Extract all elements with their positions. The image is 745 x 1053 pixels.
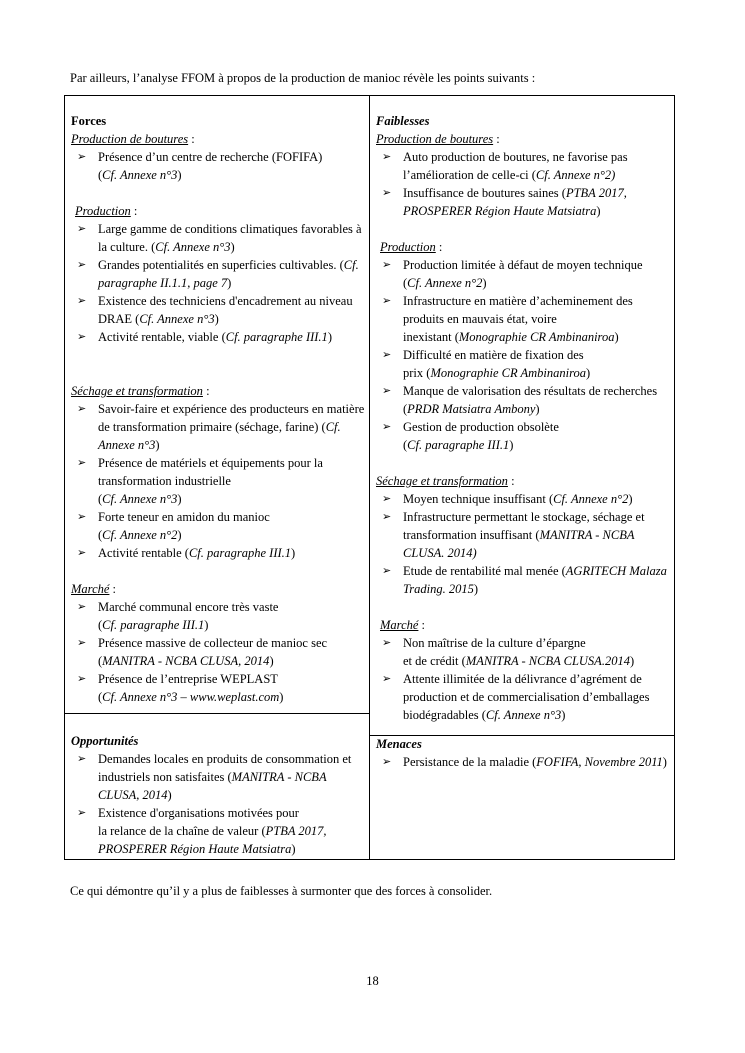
list-item: ➢ Infrastructure en matière d’acheminement des produits en mauvais état, voire inexistant (Monographie CR Ambinaniroa) xyxy=(376,292,674,346)
forces-sec-0: Production de boutures : xyxy=(71,132,195,146)
list-item: ➢ Large gamme de conditions climatiques favorables à la culture. (Cf. Annexe n°3) xyxy=(71,220,367,256)
opportunites-cell xyxy=(71,732,367,858)
menaces-title: Menaces xyxy=(376,737,422,751)
conclusion-paragraph: Ce qui démontre qu’il y a plus de faiblesses à surmonter que des forces à consolider. xyxy=(70,884,493,898)
list-item: ➢ Persistance de la maladie (FOFIFA, Novembre 2011) xyxy=(376,753,674,771)
list-item: ➢ Demandes locales en produits de consommation et industriels non satisfaites (MANITRA - NCBA CLUSA, 2014) xyxy=(71,750,367,804)
list-item: ➢ Existence des techniciens d'encadrement au niveau DRAE (Cf. Annexe n°3) xyxy=(71,292,367,328)
faiblesses-sec-3: Marché : xyxy=(380,618,426,632)
forces-sec-1: Production : xyxy=(75,204,138,218)
forces-title: Forces xyxy=(71,114,107,128)
list-item: ➢ Savoir-faire et expérience des producteurs en matière de transformation primaire (séchage, farine) (Cf. Annexe n°3) xyxy=(71,400,367,454)
list-item: ➢ Infrastructure permettant le stockage, séchage et transformation insuffisant (MANITRA - NCBA CLUSA. 2014) xyxy=(376,508,674,562)
list-item: ➢ Activité rentable (Cf. paragraphe III.1) xyxy=(71,544,367,562)
forces-sec-3: Marché : xyxy=(71,582,117,596)
list-item: ➢ Insuffisance de boutures saines (PTBA 2017, PROSPERER Région Haute Matsiatra) xyxy=(376,184,674,220)
row-divider-left xyxy=(65,713,369,714)
list-item: ➢ Production limitée à défaut de moyen technique (Cf. Annexe n°2) xyxy=(376,256,674,292)
list-item: ➢ Forte teneur en amidon du manioc (Cf. Annexe n°2) xyxy=(71,508,367,544)
intro-paragraph: Par ailleurs, l’analyse FFOM à propos de la production de manioc révèle les points suivants : xyxy=(70,71,536,85)
column-divider xyxy=(369,96,370,859)
faiblesses-sec-2: Séchage et transformation : xyxy=(376,474,515,488)
forces-cell xyxy=(71,112,367,706)
list-item: ➢ Marché communal encore très vaste (Cf. paragraphe III.1) xyxy=(71,598,367,634)
list-item: ➢ Présence d’un centre de recherche (FOFIFA) (Cf. Annexe n°3) xyxy=(71,148,367,184)
list-item: ➢ Gestion de production obsolète (Cf. paragraphe III.1) xyxy=(376,418,674,454)
list-item: ➢ Manque de valorisation des résultats de recherches (PRDR Matsiatra Ambony) xyxy=(376,382,674,418)
faiblesses-title: Faiblesses xyxy=(376,114,430,128)
list-item: ➢ Difficulté en matière de fixation des prix (Monographie CR Ambinaniroa) xyxy=(376,346,674,382)
list-item: ➢ Non maîtrise de la culture d’épargne et de crédit (MANITRA - NCBA CLUSA.2014) xyxy=(376,634,674,670)
swot-table xyxy=(64,95,675,860)
list-item: ➢ Grandes potentialités en superficies cultivables. (Cf. paragraphe II.1.1, page 7) xyxy=(71,256,367,292)
list-item: ➢ Présence de matériels et équipements pour la transformation industrielle (Cf. Annexe n°3) xyxy=(71,454,367,508)
faiblesses-sec-1: Production : xyxy=(380,240,443,254)
menaces-cell xyxy=(376,735,674,771)
list-item: ➢ Attente illimitée de la délivrance d’agrément de production et de commercialisation d’emballages biodégradables (Cf. Annexe n°3) xyxy=(376,670,674,724)
faiblesses-sec-0: Production de boutures : xyxy=(376,132,500,146)
list-item: ➢ Présence de l’entreprise WEPLAST (Cf. Annexe n°3 – www.weplast.com) xyxy=(71,670,367,706)
faiblesses-cell xyxy=(376,112,674,724)
page-number: 18 xyxy=(366,974,379,988)
list-item: ➢ Activité rentable, viable (Cf. paragraphe III.1) xyxy=(71,328,367,346)
list-item: ➢ Etude de rentabilité mal menée (AGRITECH Malaza Trading. 2015) xyxy=(376,562,674,598)
forces-sec-2: Séchage et transformation : xyxy=(71,384,210,398)
list-item: ➢ Moyen technique insuffisant (Cf. Annexe n°2) xyxy=(376,490,674,508)
opportunites-title: Opportunités xyxy=(71,734,139,748)
list-item: ➢ Existence d'organisations motivées pour la relance de la chaîne de valeur (PTBA 2017, PROSPERER Région Haute Matsiatra) xyxy=(71,804,367,858)
list-item: ➢ Présence massive de collecteur de manioc sec (MANITRA - NCBA CLUSA, 2014) xyxy=(71,634,367,670)
list-item: ➢ Auto production de boutures, ne favorise pas l’amélioration de celle-ci (Cf. Annexe n°2) xyxy=(376,148,674,184)
